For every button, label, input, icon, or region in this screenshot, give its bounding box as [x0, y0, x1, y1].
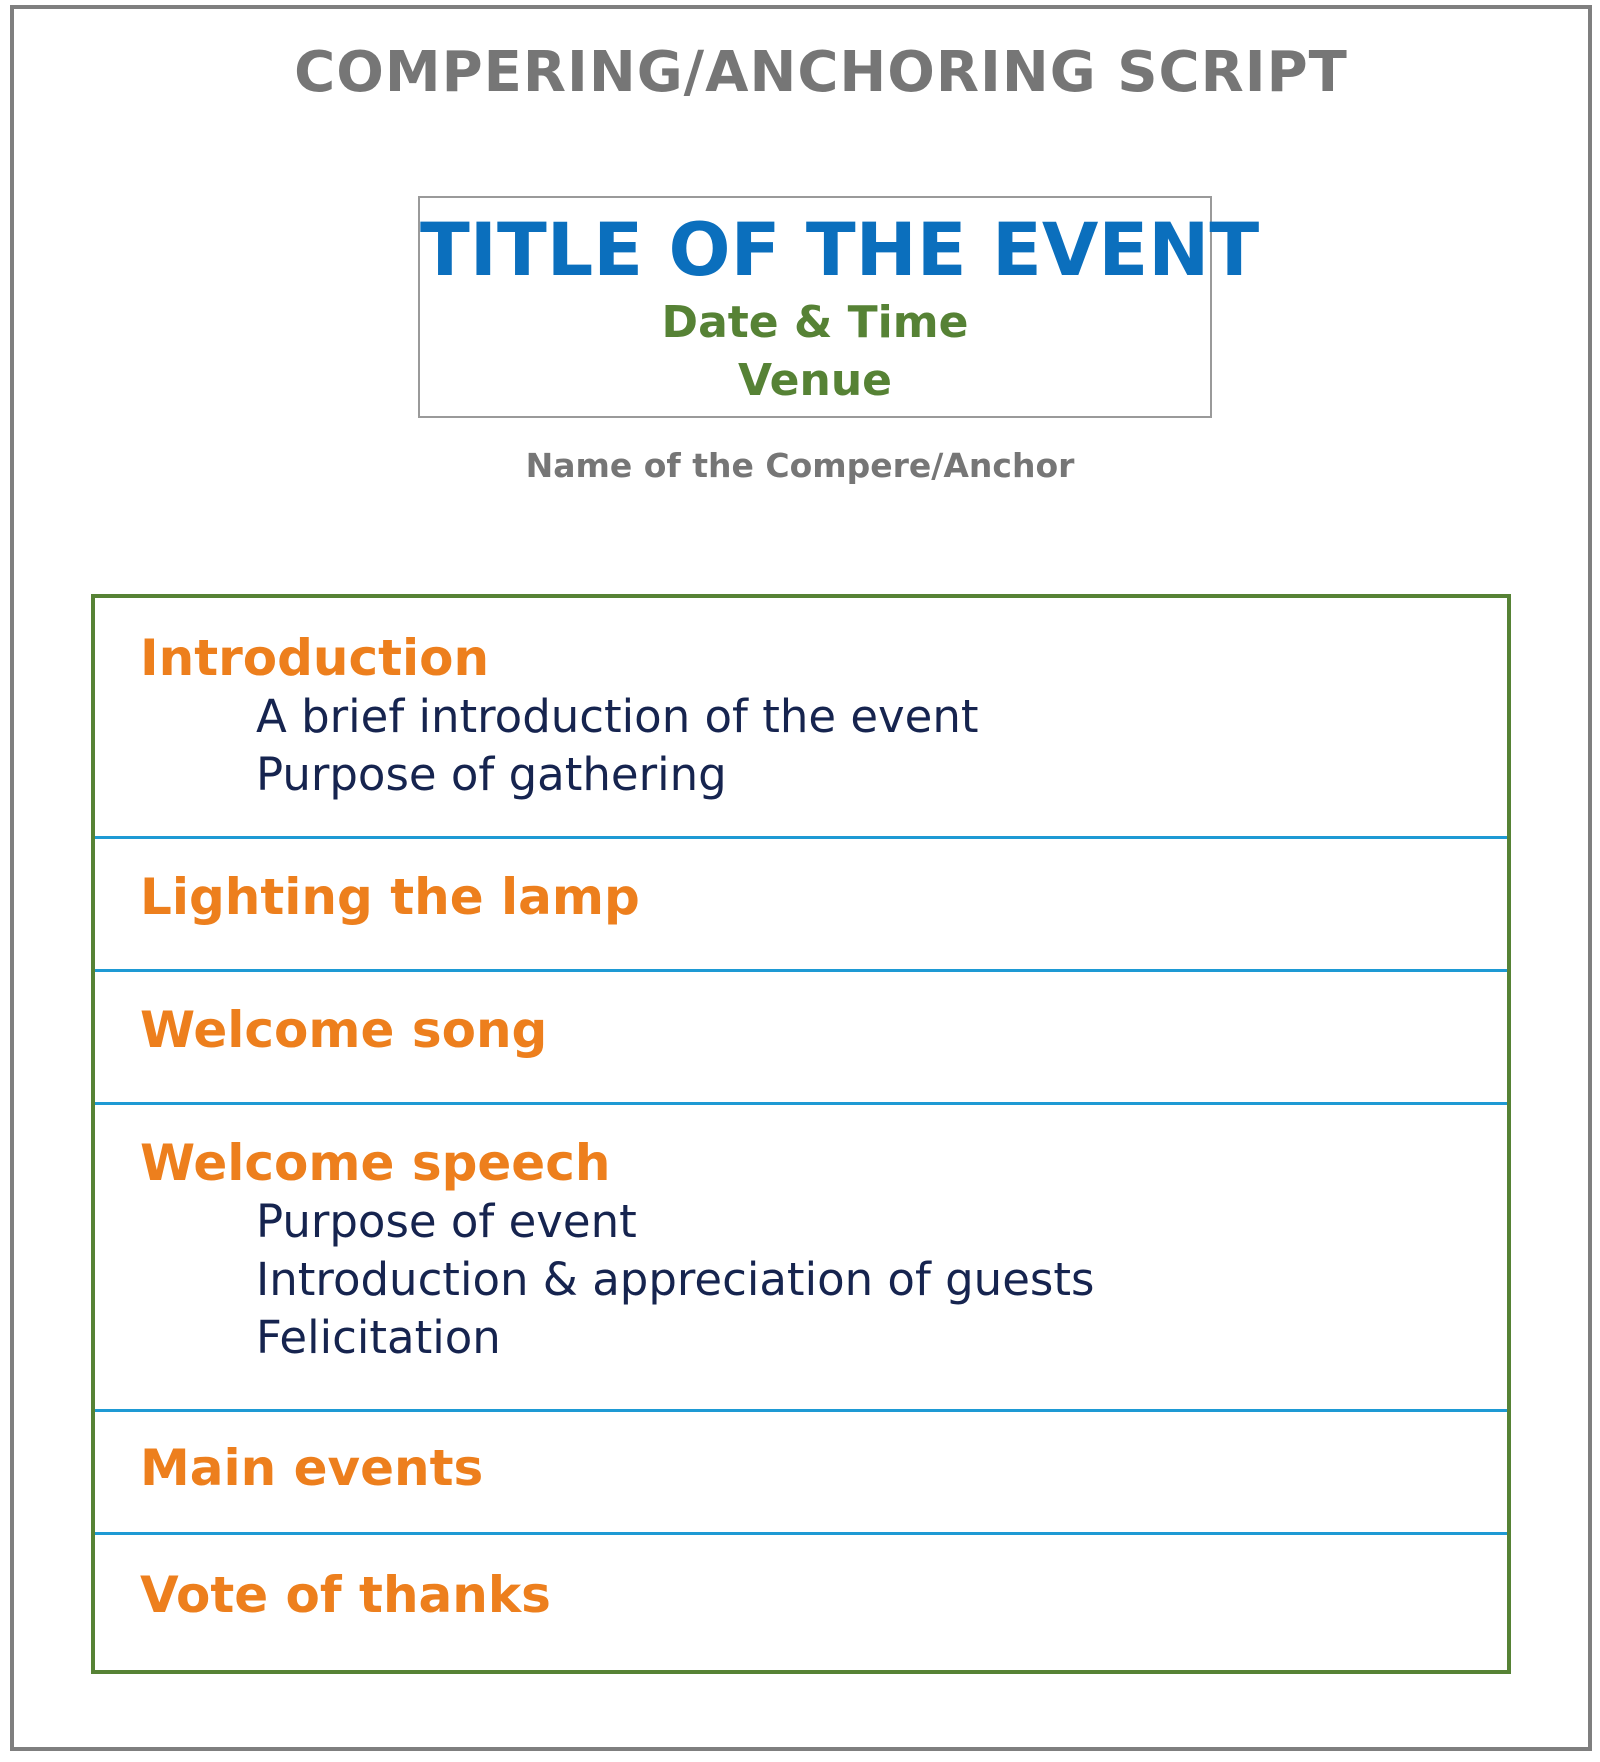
section-heading: Lighting the lamp [140, 868, 640, 926]
agenda-section-main-events [95, 1409, 1507, 1498]
section-item: Felicitation [256, 1311, 501, 1364]
event-venue: Venue [738, 355, 892, 406]
section-heading: Introduction [140, 629, 490, 687]
agenda-section-lighting-the-lamp [95, 836, 1507, 927]
section-item: A brief introduction of the event [256, 690, 979, 743]
agenda-section-introduction [95, 628, 1507, 804]
compere-name: Name of the Compere/Anchor [525, 446, 1075, 485]
section-heading: Main events [140, 1439, 484, 1497]
agenda-section-welcome-speech [95, 1102, 1507, 1367]
event-title: TITLE OF THE EVENT [420, 208, 1260, 293]
section-item: Introduction & appreciation of guests [256, 1253, 1095, 1306]
agenda-section-vote-of-thanks [95, 1532, 1507, 1625]
event-title-box [418, 196, 1260, 418]
section-item: Purpose of event [256, 1195, 637, 1248]
section-heading: Vote of thanks [140, 1566, 551, 1624]
section-heading: Welcome song [140, 1001, 548, 1059]
agenda-table [91, 594, 1511, 1674]
agenda-section-welcome-song [95, 969, 1507, 1060]
section-heading: Welcome speech [140, 1134, 611, 1192]
section-item: Purpose of gathering [256, 748, 727, 801]
document-heading: COMPERING/ANCHORING SCRIPT [294, 40, 1348, 105]
event-date-time: Date & Time [661, 297, 969, 348]
